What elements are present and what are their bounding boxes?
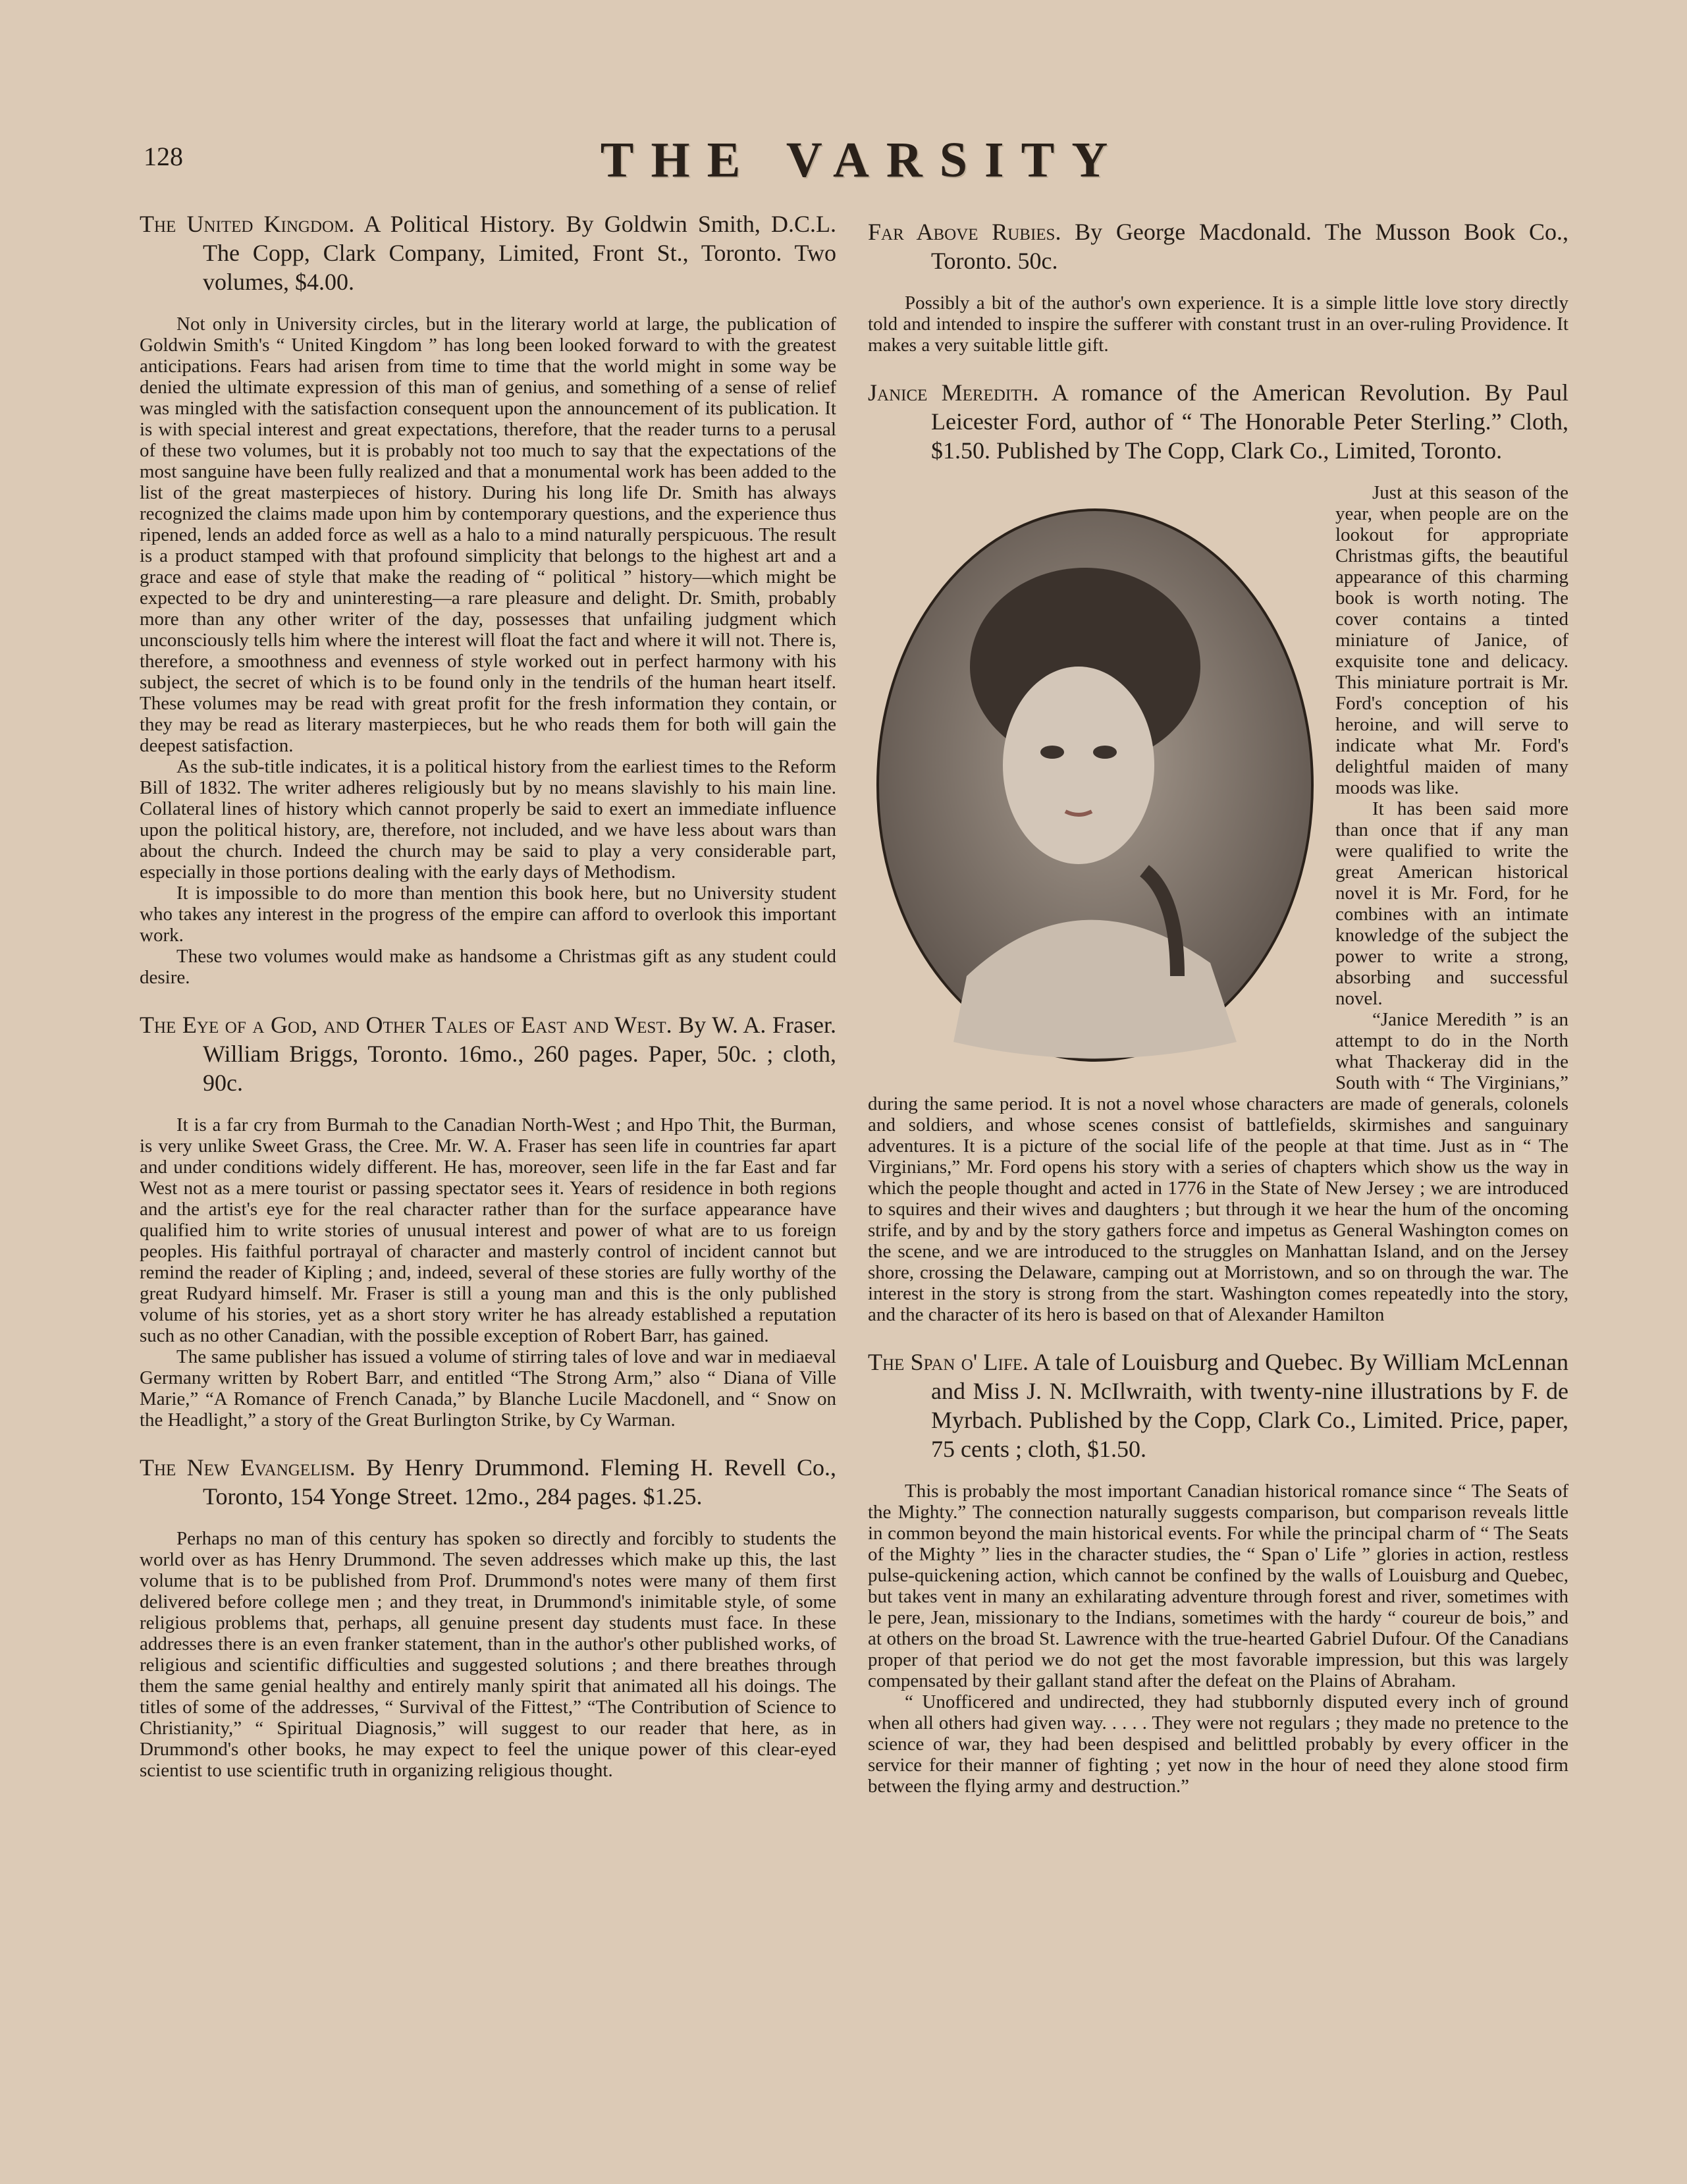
paragraph: The same publisher has issued a volume of stirring tales of love and war in mediaeval Germany written by Robert Barr, and entitled “The Strong Arm,” also “ Diana of Ville Marie,” “A Romance of French Canada,” by Blanche Lucile Macdonell, and “ Snow on the Headlight,” a story of the Great Burlington Strike, by Cy Warman. [140,1346,836,1431]
page-number: 128 [144,142,183,171]
masthead-title: THE VARSITY [600,132,1125,188]
paragraph: It has been said more than once that if any man were qualified to write the great American historical novel it is Mr. Ford, for he combines with an intimate knowledge of the subject the power to write a strong, absorbing and successful novel. [1335,798,1568,1009]
article-new-evangelism [140,1453,836,1781]
article-heading [868,378,1568,465]
paragraph: It is a far cry from Burmah to the Canadian North-West ; and Hpo Thit, the Burman, is very unlike Sweet Grass, the Cree. Mr. W. A. Fraser has seen life in countries far apart and under conditions widely different. He has, moreover, seen life in the far East and far West not as a mere tourist or passing spectator sees it. Years of residence in both regions and the artist's eye for the real character rather than for the surface appearance have qualified him to write stories of unusual interest and power of what are to us foreign peoples. His faithful portrayal of character and masterly control of incident cannot but remind the reader of Kipling ; and, indeed, several of these stories are fully worthy of the great Rudyard himself. Mr. Fraser is still a young man and this is the only published volume of his stories, yet as a short story writer he has already established a reputation such as no other Canadian, with the possible exception of Robert Barr, has gained. [140,1114,836,1346]
article-heading [140,1453,836,1511]
heading-title: The United Kingdom. [140,211,355,237]
article-janice-meredith [868,378,1568,1325]
article-heading [140,1010,836,1097]
heading-details: By Henry Drummond. Fleming H. Revell Co., Toronto, 154 Yonge Street. 12mo., 284 pages. $1.25. [203,1454,836,1510]
oval-portrait-image [868,502,1322,1068]
paragraph: Possibly a bit of the author's own experience. It is a simple little love story directly told and intended to inspire the sufferer with constant trust in an over-ruling Providence. It makes a very suitable little gift. [868,292,1568,356]
heading-details: By W. A. Fraser. William Briggs, Toronto. 16mo., 260 pages. Paper, 50c. ; cloth, 90c. [203,1012,836,1096]
paragraph: “Janice Meredith ” is an attempt to do in the North what Thackeray did in the South with “ The Virginians,” during the same period. It is not a novel whose characters are made of generals, colonels and soldiers, and whose scenes consist of battlefields, skirmishes and sanguinary adventures. It is a picture of the social life of the people at that time. Just as in “ The Virginians,” Mr. Ford opens his story with a series of chapters which show us the way in which the people thought and acted in 1776 in the State of New Jersey ; we are introduced to squires and their wives and daughters ; but through it we hear the hum of the oncoming strife, and by and by the story gathers force and impetus as General Washington comes on the scene, and we are introduced to the struggles on Manhattan Island, and on the Jersey shore, crossing the Delaware, camping out at Morristown, and so on through the war. The interest in the story is strong from the start. Washington comes repeatedly into the story, and the character of its hero is based on that of Alexander Hamilton [868,1009,1568,1325]
heading-title: The New Evangelism. [140,1454,356,1481]
article-united-kingdom [140,209,836,988]
paragraph: As the sub-title indicates, it is a political history from the earliest times to the Reform Bill of 1832. The writer adheres religiously but by no means slavishly to his main line. Collateral lines of history which cannot properly be said to exert an immediate influence upon the political history, are, therefore, not included, and we have less about wars than about the church. Indeed the church may be said to play a very considerable part, especially in those portions dealing with the early days of Methodism. [140,756,836,883]
right-column [868,217,1568,1819]
article-heading [140,209,836,296]
heading-title: The Span o' Life. [868,1349,1029,1375]
article-eye-of-a-god [140,1010,836,1431]
article-body [140,314,836,988]
article-body [140,1528,836,1781]
paragraph: Just at this season of the year, when people are on the lookout for appropriate Christmas gifts, the beautiful appearance of this charming book is worth noting. The cover contains a tinted miniature of Janice, of exquisite tone and delicacy. This miniature portrait is Mr. Ford's conception of his heroine, and will serve to indicate what Mr. Ford's delightful maiden of many moods was like. [1335,482,1568,798]
heading-title: The Eye of a God, and Other Tales of East and West. [140,1012,672,1038]
heading-details: By George Macdonald. The Musson Book Co., Toronto. 50c. [931,219,1569,274]
article-body [868,482,1568,1325]
article-body [868,292,1568,356]
article-body [140,1114,836,1431]
paragraph: Perhaps no man of this century has spoken so directly and forcibly to students the world over as has Henry Drummond. The seven addresses which make up this, the last volume that is to be published from Prof. Drummond's notes were many of them first delivered before college men ; and they treat, in Drummond's inimitable style, of some religious problems that, perhaps, all genuine present day students must face. In these addresses there is an even franker statement, than in the author's other published works, of religious and scientific difficulties and suggested solutions ; and there breathes through them the same genial healthy and entirely manly spirit that animated all his doings. The titles of some of the addresses, “ Survival of the Fittest,” “The Contribution of Science to Christianity,” “ Spiritual Diagnosis,” will suggest to our reader that here, as in Drummond's other books, he may expect to feel the unique power of this clear-eyed scientist to use scientific truth in organizing religious thought. [140,1528,836,1781]
paragraph: These two volumes would make as handsome a Christmas gift as any student could desire. [140,946,836,988]
heading-details: A romance of the American Revolution. By Paul Leicester Ford, author of “ The Honorable Peter Sterling.” Cloth, $1.50. Published by The Copp, Clark Co., Limited, Toronto. [931,379,1568,464]
heading-title: Janice Meredith. [868,379,1039,406]
article-span-o-life [868,1348,1568,1797]
heading-title: Far Above Rubies. [868,219,1061,245]
article-heading [868,217,1568,275]
portrait-illustration [868,502,1322,1068]
paragraph: This is probably the most important Canadian historical romance since “ The Seats of the Mighty.” The connection naturally suggests comparison, but comparison reveals little in common beyond the main historical events. For while the principal charm of “ The Seats of the Mighty ” lies in the character studies, the “ Span o' Life ” glories in action, restless pulse-quickening action, which cannot be confined by the walls of Louisburg and Quebec, but takes vent in many an exhilarating adventure through forest and river, sometimes with le pere, Jean, missionary to the Indians, sometimes with the hardy “ coureur de bois,” and at others on the broad St. Lawrence with the true-hearted Gabriel Dufour. Of the Canadians proper of that period we do not get the most favorable impression, but this was largely compensated by their gallant stand after the defeat on the Plains of Abraham. [868,1481,1568,1691]
article-body [868,1481,1568,1797]
paragraph: Not only in University circles, but in the literary world at large, the publication of Goldwin Smith's “ United Kingdom ” has long been looked forward to with the greatest anticipations. Fears had arisen from time to time that the world might in some way be denied the ultimate expression of this man of genius, and something of a sense of relief was mingled with the satisfaction consequent upon the announcement of its publication. It is with special interest and great expectations, therefore, that the reader turns to a perusal of these two volumes, but it is probably not too much to say that the expectations of the most sanguine have been fully realized and that a monumental work has been added to the list of the great masterpieces of history. During his long life Dr. Smith has always recognized the claims made upon him by contemporary questions, and the experience thus ripened, lends an added force as well as a halo to a mind naturally perspicuous. The result is a product stamped with that profound simplicity that belongs to the highest art and a grace and ease of style that make the reading of “ political ” history—which might be expected to be dry and uninteresting—a rare pleasure and delight. Dr. Smith, probably more than any other writer of the day, possesses that unfailing judgment which unconsciously tells him where the interest will float the fact and where it will not. There is, therefore, a smoothness and evenness of style worked out in perfect harmony with his subject, the secret of which is to be found only in the tendrils of the human heart itself. These volumes may be read with great profit for the fresh information they contain, or they may be read as literary masterpieces, but he who reads them for both will gain the deepest satisfaction. [140,314,836,756]
left-column [140,209,836,1803]
paragraph: It is impossible to do more than mention this book here, but no University student who takes any interest in the progress of the empire can afford to overlook this important work. [140,883,836,946]
article-far-above-rubies [868,217,1568,356]
heading-details: A tale of Louisburg and Quebec. By William McLennan and Miss J. N. McIlwraith, with twenty-nine illustrations by F. de Myrbach. Published by the Copp, Clark Co., Limited. Price, paper, 75 cents ; cloth, $1.50. [931,1349,1568,1462]
paragraph: “ Unofficered and undirected, they had stubbornly disputed every inch of ground when all others had given way. . . . . They were not regulars ; they made no pretence to the science of war, they had been despised and belittled probably by every officer in the service for their manner of fighting ; yet now in the hour of need they alone stood firm between the flying army and destruction.” [868,1691,1568,1797]
heading-details: A Political History. By Goldwin Smith, D.C.L. The Copp, Clark Company, Limited, Front St., Toronto. Two volumes, $4.00. [203,211,837,295]
article-heading [868,1348,1568,1463]
